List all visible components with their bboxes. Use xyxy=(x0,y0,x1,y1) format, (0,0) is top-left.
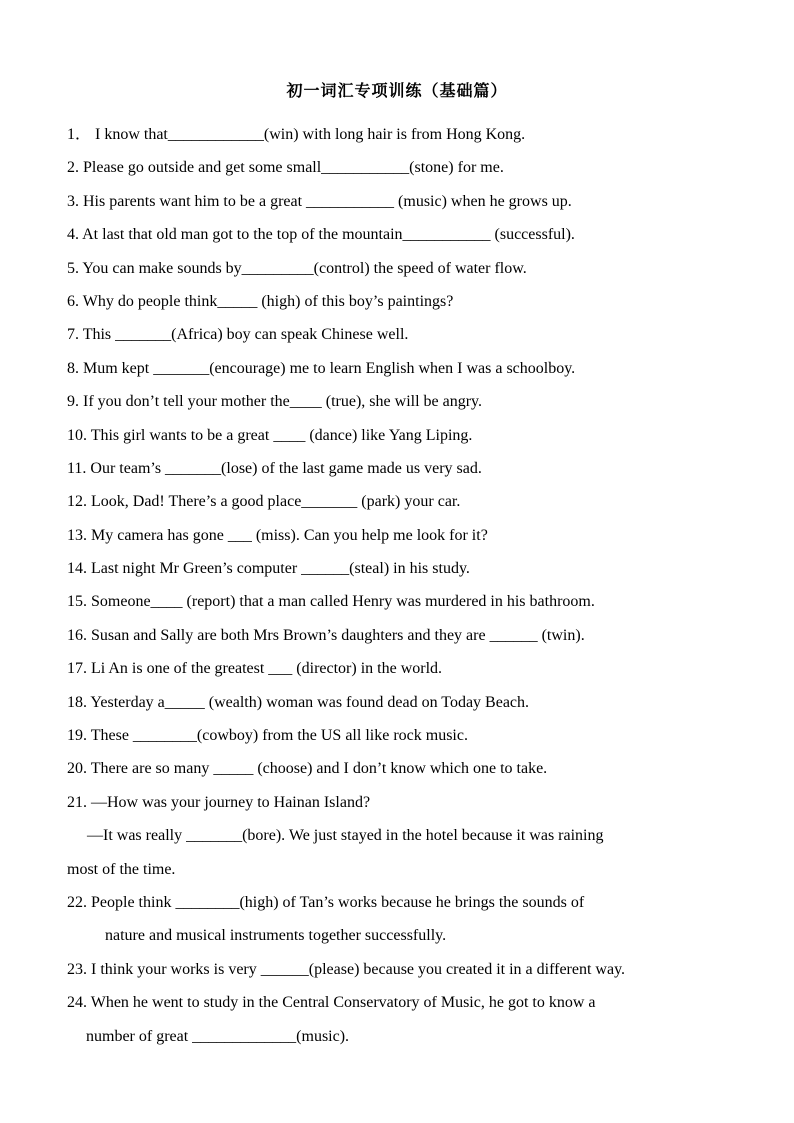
exercise-line-17: 17. Li An is one of the greatest ___ (director) in the world. xyxy=(67,660,443,678)
exercise-line-21-answer: —It was really _______(bore). We just stayed in the hotel because it was raining xyxy=(87,827,604,845)
worksheet-title: 初一词汇专项训练（基础篇） xyxy=(286,81,508,100)
exercise-line-2: 2. Please go outside and get some small___________(stone) for me. xyxy=(67,159,504,177)
exercise-line-15: 15. Someone____ (report) that a man called Henry was murdered in his bathroom. xyxy=(67,593,595,611)
exercise-line-21-continued: most of the time. xyxy=(67,860,176,878)
exercise-line-5: 5. You can make sounds by_________(control) the speed of water flow. xyxy=(67,259,527,277)
exercise-line-12: 12. Look, Dad! There’s a good place_______ (park) your car. xyxy=(67,493,461,511)
exercise-line-21-question: 21. —How was your journey to Hainan Island? xyxy=(67,793,371,811)
exercise-line-24: 24. When he went to study in the Central Conservatory of Music, he got to know a xyxy=(67,994,596,1012)
exercise-line-3: 3. His parents want him to be a great ___________ (music) when he grows up. xyxy=(67,192,572,210)
exercise-line-9: 9. If you don’t tell your mother the____ (true), she will be angry. xyxy=(67,393,483,411)
exercise-line-6: 6. Why do people think_____ (high) of this boy’s paintings? xyxy=(67,292,454,310)
exercise-line-14: 14. Last night Mr Green’s computer ______(steal) in his study. xyxy=(67,560,470,578)
exercise-line-19: 19. These ________(cowboy) from the US all like rock music. xyxy=(67,727,468,745)
exercise-line-7: 7. This _______(Africa) boy can speak Chinese well. xyxy=(67,326,409,344)
exercise-line-20: 20. There are so many _____ (choose) and I don’t know which one to take. xyxy=(67,760,548,778)
exercise-line-10: 10. This girl wants to be a great ____ (dance) like Yang Liping. xyxy=(67,426,473,444)
exercise-line-1: 1． I know that____________(win) with long hair is from Hong Kong. xyxy=(67,126,526,143)
exercise-line-4: 4. At last that old man got to the top of the mountain___________ (successful). xyxy=(67,226,575,244)
exercise-line-11: 11. Our team’s _______(lose) of the last game made us very sad. xyxy=(67,459,482,477)
exercise-line-24-continued: number of great _____________(music). xyxy=(86,1027,350,1045)
exercise-line-8: 8. Mum kept _______(encourage) me to learn English when I was a schoolboy. xyxy=(67,359,576,377)
exercise-line-22: 22. People think ________(high) of Tan’s works because he brings the sounds of xyxy=(67,893,585,911)
exercise-line-18: 18. Yesterday a_____ (wealth) woman was found dead on Today Beach. xyxy=(67,693,530,711)
exercise-list xyxy=(67,118,747,1053)
exercise-line-16: 16. Susan and Sally are both Mrs Brown’s daughters and they are ______ (twin). xyxy=(67,626,585,644)
exercise-line-13: 13. My camera has gone ___ (miss). Can you help me look for it? xyxy=(67,526,488,544)
exercise-line-22-continued: nature and musical instruments together successfully. xyxy=(105,927,447,945)
exercise-line-23: 23. I think your works is very ______(please) because you created it in a different way. xyxy=(67,960,626,978)
